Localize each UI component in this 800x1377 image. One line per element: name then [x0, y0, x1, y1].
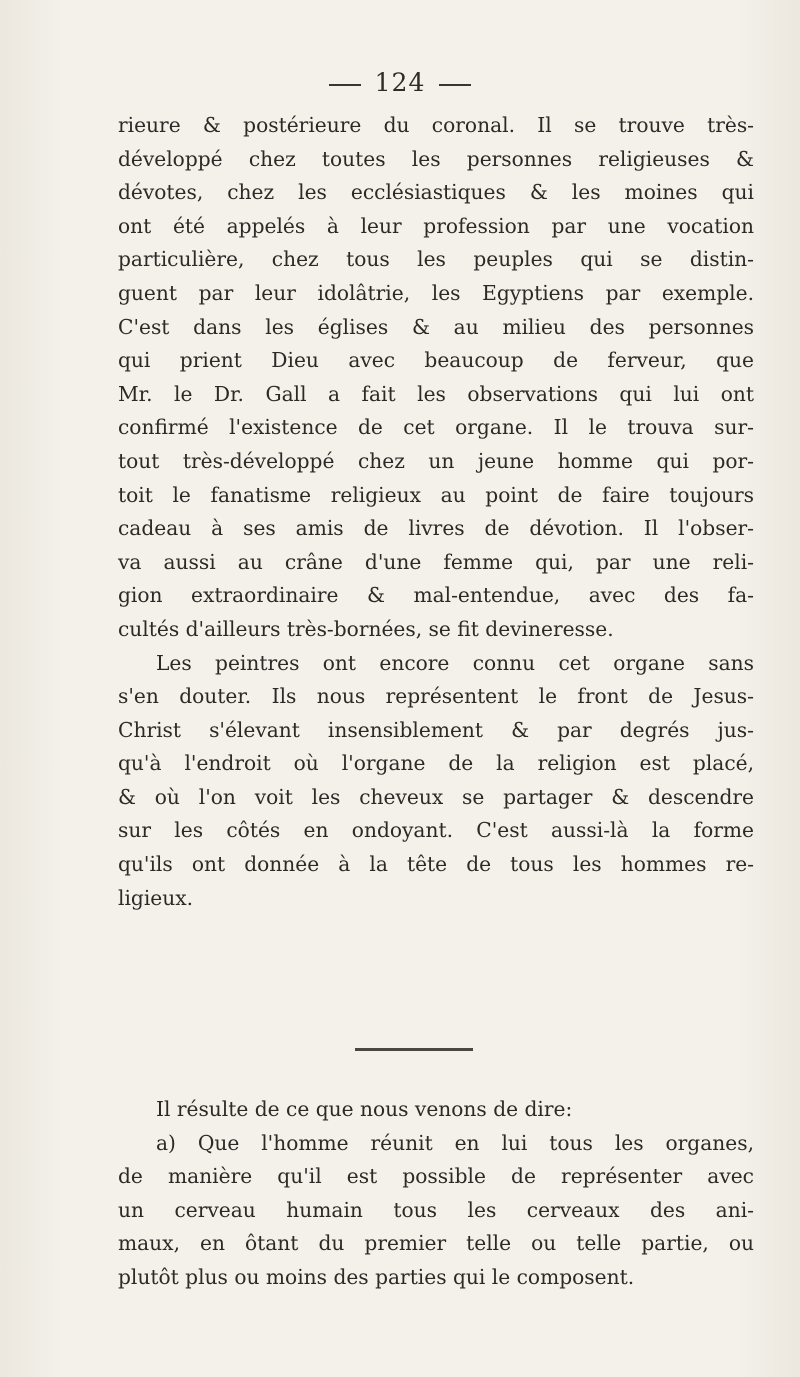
text-line: cultés d'ailleurs très-bornées, se fit devineresse.: [118, 616, 614, 641]
paragraph-continuation: [118, 109, 754, 647]
text-line: de manière qu'il est possible de représenter avec: [118, 1164, 754, 1189]
text-line: Mr. le Dr. Gall a fait les observations qui lui ont: [118, 381, 754, 406]
text-line: qu'à l'endroit où l'organe de la religion est placé,: [118, 751, 754, 776]
text-line: s'en douter. Ils nous représentent le front de Jesus-: [118, 684, 754, 709]
section-divider: [355, 1048, 473, 1051]
text-line: particulière, chez tous les peuples qui se distin-: [118, 247, 754, 272]
text-block-upper: [118, 109, 754, 915]
paragraph-conclusion-a: [118, 1127, 754, 1295]
text-line: qu'ils ont donnée à la tête de tous les hommes re-: [118, 852, 754, 877]
text-line: un cerveau humain tous les cerveaux des ani-: [118, 1197, 754, 1222]
text-line: confirmé l'existence de cet organe. Il le trouva sur-: [118, 415, 754, 440]
text-line: rieure & postérieure du coronal. Il se trouve très-: [118, 113, 754, 137]
page-number: 124: [374, 68, 426, 97]
paragraph-conclusion-intro: [118, 1093, 754, 1127]
paragraph-painters: [118, 647, 754, 916]
text-line: toit le fanatisme religieux au point de faire toujours: [118, 482, 754, 507]
text-line: ont été appelés à leur profession par une vocation: [118, 213, 754, 238]
text-line: & où l'on voit les cheveux se partager & descendre: [118, 784, 754, 809]
text-line: C'est dans les églises & au milieu des personnes: [118, 314, 754, 339]
text-line: Les peintres ont encore connu cet organe sans: [156, 650, 754, 675]
header-dash-right: [439, 84, 471, 86]
text-line: Christ s'élevant insensiblement & par degrés jus-: [118, 717, 754, 742]
text-line: plutôt plus ou moins des parties qui le composent.: [118, 1264, 635, 1289]
text-line: cadeau à ses amis de livres de dévotion. Il l'obser-: [118, 516, 754, 541]
text-line: maux, en ôtant du premier telle ou telle partie, ou: [118, 1231, 754, 1256]
text-line: dévotes, chez les ecclésiastiques & les moines qui: [118, 180, 754, 205]
text-line: ligieux.: [118, 885, 194, 910]
text-line: gion extraordinaire & mal-entendue, avec des fa-: [118, 583, 754, 608]
text-line: tout très-développé chez un jeune homme qui por-: [118, 448, 754, 473]
text-line: a) Que l'homme réunit en lui tous les organes,: [156, 1130, 754, 1155]
header-dash-left: [329, 84, 361, 86]
text-line: va aussi au crâne d'une femme qui, par une reli-: [118, 549, 754, 574]
text-line: développé chez toutes les personnes religieuses &: [118, 146, 754, 171]
text-line: Il résulte de ce que nous venons de dire:: [156, 1097, 573, 1121]
page-header: [0, 68, 800, 97]
text-line: sur les côtés en ondoyant. C'est aussi-là la forme: [118, 818, 754, 843]
text-line: qui prient Dieu avec beaucoup de ferveur, que: [118, 348, 754, 373]
text-block-lower: [118, 1093, 754, 1295]
text-line: guent par leur idolâtrie, les Egyptiens par exemple.: [118, 280, 754, 305]
